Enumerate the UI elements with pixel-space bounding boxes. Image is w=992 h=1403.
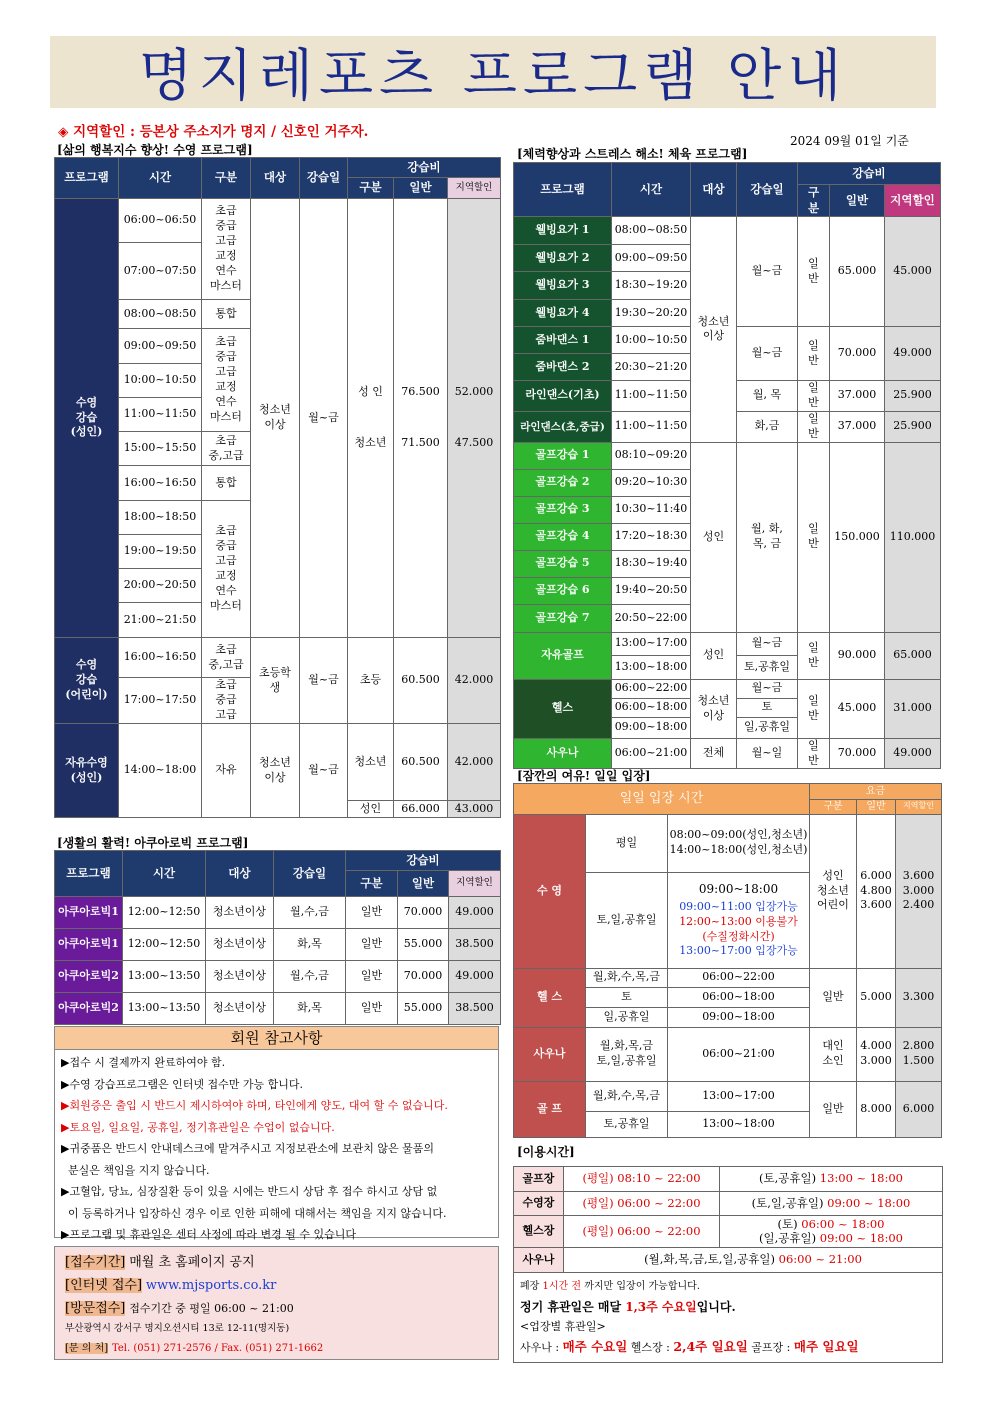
day-cell: 토 xyxy=(586,987,668,1007)
day-cell: 일,공휴일 xyxy=(586,1007,668,1027)
time-cell: 21:00~21:50 xyxy=(119,603,202,638)
facility-name: 수영장 xyxy=(514,1192,564,1216)
local-fee-cell: 49.000 xyxy=(885,738,941,769)
days-cell: 월~금 xyxy=(737,679,798,698)
local-fee-cell: 31.000 xyxy=(885,679,941,738)
time-cell: 08:00~09:00(성인,청소년) 14:00~18:00(성인,청소년) xyxy=(668,814,810,872)
program-name: 웰빙요가 1 xyxy=(514,217,612,245)
level-cell: 통합 xyxy=(202,466,251,501)
visit-info: 접수기간 중 평일 06:00 ~ 21:00 xyxy=(129,1302,294,1315)
time-cell: 06:00~21:00 xyxy=(612,738,691,769)
col-fee: 강습비 xyxy=(348,158,501,178)
program-name: 라인댄스(초,중급) xyxy=(514,411,612,442)
program-name: 골프강습 7 xyxy=(514,604,612,632)
general-fee-cell: 55.000 xyxy=(398,929,449,961)
days-cell: 월~금 xyxy=(300,724,348,818)
general-fee-cell: 150.000 xyxy=(830,442,885,632)
note-item: ▶귀중품은 반드시 안내데스크에 맡겨주시고 지정보관소에 보관치 않은 물품의 xyxy=(61,1142,434,1155)
time-cell: 16:00~16:50 xyxy=(119,466,202,501)
day-cell: 월,화,수,목,금 xyxy=(586,968,668,987)
fee-header: 요금 xyxy=(810,784,942,800)
program-name: 아쿠아로빅1 xyxy=(55,897,123,929)
days-cell: 월, 목 xyxy=(737,381,798,412)
time-cell: 19:40~20:50 xyxy=(612,577,691,604)
fee-type-cell: 일 반 xyxy=(798,381,830,412)
note-item: 분실은 책임을 지지 않습니다. xyxy=(61,1163,210,1177)
note-item: ▶프로그램 및 휴관일은 센터 사정에 따라 변경 될 수 있습니다 xyxy=(61,1228,356,1241)
program-name: 헬스 xyxy=(514,679,612,738)
daily-table xyxy=(513,783,942,1138)
col-target: 대상 xyxy=(251,158,300,199)
close-note: 폐장 1시간 전 까지만 입장이 가능합니다. xyxy=(520,1281,701,1292)
time-cell: 09:00~09:50 xyxy=(612,245,691,272)
table-row xyxy=(55,897,501,929)
fee-type-cell: 성인 청소년 어린이 xyxy=(810,814,857,968)
fee-sub-type: 구분 xyxy=(810,800,857,815)
hours-notes xyxy=(514,1273,943,1363)
general-fee-cell: 70.000 xyxy=(830,738,885,769)
level-cell: 초급 중급 고급 교정 연수 마스터 xyxy=(202,329,251,432)
col-time: 시간 xyxy=(612,163,691,217)
time-cell: 10:00~10:50 xyxy=(119,364,202,398)
fee-type-cell: 성인 xyxy=(348,801,394,818)
time-cell: 19:00~19:50 xyxy=(119,535,202,569)
table-row xyxy=(55,961,501,993)
days-cell: 월~금 xyxy=(300,638,348,724)
time-cell: 06:00~22:00 xyxy=(612,679,691,698)
time-cell: 10:00~10:50 xyxy=(612,327,691,354)
col-time: 시간 xyxy=(119,158,202,199)
target-cell: 성인 xyxy=(691,632,737,679)
target-cell: 청소년이상 xyxy=(206,929,274,961)
level-cell: 초급 중,고급 xyxy=(202,638,251,678)
program-name: 웰빙요가 2 xyxy=(514,245,612,272)
days-cell: 토,공휴일 xyxy=(737,655,798,679)
fee-type-cell: 일반 xyxy=(346,929,398,961)
daily-header: 일일 입장 시간 xyxy=(514,784,810,815)
fee-type-cell: 일반 xyxy=(346,961,398,993)
fee-type-cell: 일반 xyxy=(810,968,857,1027)
days-cell: 토 xyxy=(737,698,798,717)
col-fee-type: 구분 xyxy=(348,178,394,199)
fee-type-cell: 일 반 xyxy=(798,217,830,327)
time-cell: 13:00~18:00 xyxy=(668,1111,810,1137)
general-fee-cell: 60.500 xyxy=(394,638,448,724)
note-item: 이 등록하거나 입장하신 경우 이로 인한 피해에 대해서는 책임을 지지 않습니다. xyxy=(61,1206,447,1220)
time-cell: 14:00~18:00 xyxy=(119,724,202,818)
program-name: 웰빙요가 3 xyxy=(514,272,612,300)
note-item: ▶수영 강습프로그램은 인터넷 접수만 가능 합니다. xyxy=(61,1077,303,1091)
time-cell: 11:00~11:50 xyxy=(119,398,202,432)
days-cell: 월~금 xyxy=(737,217,798,327)
col-time: 시간 xyxy=(123,851,206,897)
level-cell: 자유 xyxy=(202,724,251,818)
note-item: ▶접수 시 결제까지 완료하여야 함. xyxy=(61,1056,226,1069)
fee-type-cell: 대인 소인 xyxy=(810,1027,857,1081)
facility-name: 골프장 xyxy=(514,1167,564,1192)
col-fee: 강습비 xyxy=(346,851,501,871)
days-cell: 화,목 xyxy=(274,993,346,1025)
time-cell: 12:00~12:50 xyxy=(123,929,206,961)
table-row xyxy=(55,929,501,961)
program-name: 골프강습 5 xyxy=(514,550,612,577)
fee-type-cell: 일 반 xyxy=(798,632,830,679)
general-fee-cell: 60.500 xyxy=(394,724,448,801)
level-cell: 초급 중급 고급 교정 연수 마스터 xyxy=(202,199,251,300)
notes-title: 회원 참고사항 xyxy=(55,1027,498,1050)
time-cell: 13:00~17:00 xyxy=(612,632,691,655)
time-cell: 20:00~20:50 xyxy=(119,569,202,603)
days-cell: 월~금 xyxy=(737,632,798,655)
time-cell: 10:30~11:40 xyxy=(612,496,691,523)
local-fee-cell: 49.000 xyxy=(885,327,941,381)
local-fee-cell: 52.000 47.500 xyxy=(448,199,501,638)
sauna-hours: (월,화,목,금,토,일,공휴일) 06:00 ~ 21:00 xyxy=(564,1248,943,1273)
col-local: 지역할인 xyxy=(448,178,501,199)
program-name: 골프강습 6 xyxy=(514,577,612,604)
local-fee-cell: 65.000 xyxy=(885,632,941,679)
local-fee-cell: 3.300 xyxy=(896,968,942,1027)
fee-type-cell: 일 반 xyxy=(798,679,830,738)
col-days: 강습일 xyxy=(737,163,798,217)
weekend-hours: (토) 06:00 ~ 18:00 (일,공휴일) 09:00 ~ 18:00 xyxy=(720,1216,943,1248)
local-fee-cell: 45.000 xyxy=(885,217,941,327)
adult-swim-name: 수영 강습 (성인) xyxy=(55,199,119,638)
reg-period-label: [접수기간] xyxy=(65,1255,126,1270)
general-fee-cell: 4.000 3.000 xyxy=(857,1027,896,1081)
program-name: 아쿠아로빅2 xyxy=(55,993,123,1025)
facility-name: 사우나 xyxy=(514,1248,564,1273)
general-fee-cell: 8.000 xyxy=(857,1081,896,1137)
general-fee-cell: 70.000 xyxy=(398,961,449,993)
time-cell: 18:30~19:20 xyxy=(612,272,691,300)
col-general: 일반 xyxy=(398,871,449,897)
fee-type-cell: 일반 xyxy=(810,1081,857,1137)
fee-type-cell: 일 반 xyxy=(798,411,830,442)
program-name: 골프강습 1 xyxy=(514,442,612,469)
local-fee-cell: 38.500 xyxy=(449,929,501,961)
level-cell: 통합 xyxy=(202,300,251,329)
col-days: 강습일 xyxy=(274,851,346,897)
col-program: 프로그램 xyxy=(55,851,123,897)
time-cell: 06:00~18:00 xyxy=(612,698,691,717)
day-cell: 월,화,목,금 토,일,공휴일 xyxy=(586,1027,668,1081)
day-cell: 토,공휴일 xyxy=(586,1111,668,1137)
general-fee-cell: 90.000 xyxy=(830,632,885,679)
days-cell: 화,목 xyxy=(274,929,346,961)
target-cell: 성인 xyxy=(691,442,737,632)
fee-type-cell: 일 반 xyxy=(798,442,830,632)
free-swim-name: 자유수영 (성인) xyxy=(55,724,119,818)
days-cell: 일,공휴일 xyxy=(737,717,798,738)
local-fee-cell: 6.000 xyxy=(896,1081,942,1137)
fitness-caption: [체력향상과 스트레스 해소! 체육 프로그램] xyxy=(517,147,748,161)
target-cell: 청소년 이상 xyxy=(251,724,300,818)
time-cell: 06:00~21:00 xyxy=(668,1027,810,1081)
time-cell: 06:00~18:00 xyxy=(668,987,810,1007)
col-target: 대상 xyxy=(691,163,737,217)
fee-type-cell: 청소년 xyxy=(348,724,394,801)
per-facility-label: <업장별 휴관일> xyxy=(520,1320,606,1333)
time-cell: 17:20~18:30 xyxy=(612,523,691,550)
col-fee-type: 구분 xyxy=(346,871,398,897)
weekday-hours: (평일) 06:00 ~ 22:00 xyxy=(564,1192,720,1216)
note-item: ▶토요일, 일요일, 공휴일, 정기휴관일은 수업이 없습니다. xyxy=(61,1120,335,1134)
contact-box xyxy=(54,1246,499,1360)
table-row xyxy=(55,993,501,1025)
child-swim-name: 수영 강습 (어린이) xyxy=(55,638,119,724)
fee-sub-local: 지역할인 xyxy=(896,800,942,815)
target-cell: 전체 xyxy=(691,738,737,769)
address: 부산광역시 강서구 명지오션시티 13로 12-11(명지동) xyxy=(65,1323,290,1334)
weekend-hours: (토,공휴일) 13:00 ~ 18:00 xyxy=(720,1167,943,1192)
fee-type-cell: 일 반 xyxy=(798,738,830,769)
fee-type-cell: 일 반 xyxy=(798,327,830,381)
time-cell: 06:00~06:50 xyxy=(119,199,202,243)
local-fee-cell: 3.600 3.000 2.400 xyxy=(896,814,942,968)
time-cell: 13:00~18:00 xyxy=(612,655,691,679)
level-cell: 초급 중급 고급 교정 연수 마스터 xyxy=(202,501,251,638)
visit-label: [방문접수] xyxy=(65,1301,126,1316)
time-cell: 13:00~13:50 xyxy=(123,961,206,993)
fee-sub-general: 일반 xyxy=(857,800,896,815)
col-general: 일반 xyxy=(830,185,885,217)
program-name: 골프강습 3 xyxy=(514,496,612,523)
time-cell: 07:00~07:50 xyxy=(119,243,202,300)
general-fee-cell: 55.000 xyxy=(398,993,449,1025)
program-name: 사우나 xyxy=(514,738,612,769)
weekday-hours: (평일) 08:10 ~ 22:00 xyxy=(564,1167,720,1192)
time-cell: 08:10~09:20 xyxy=(612,442,691,469)
time-cell: 08:00~08:50 xyxy=(612,217,691,245)
time-cell: 12:00~12:50 xyxy=(123,897,206,929)
program-name: 웰빙요가 4 xyxy=(514,300,612,327)
phone-label: [문 의 처] xyxy=(65,1343,109,1354)
time-cell: 15:00~15:50 xyxy=(119,432,202,466)
daily-golf-name: 골 프 xyxy=(514,1081,586,1137)
days-cell: 월,수,금 xyxy=(274,961,346,993)
daily-sauna-name: 사우나 xyxy=(514,1027,586,1081)
closed-days-note: 정기 휴관일은 매달 1,3주 수요일입니다. xyxy=(520,1300,736,1314)
local-fee-cell: 110.000 xyxy=(885,442,941,632)
target-cell: 청소년이상 xyxy=(206,961,274,993)
swim-caption: [삶의 행복지수 향상! 수영 프로그램] xyxy=(57,143,253,157)
col-program: 프로그램 xyxy=(514,163,612,217)
general-fee-cell: 6.000 4.800 3.600 xyxy=(857,814,896,968)
fee-type-cell: 일반 xyxy=(346,993,398,1025)
time-cell: 06:00~22:00 xyxy=(668,968,810,987)
time-cell: 09:00~09:50 xyxy=(119,329,202,364)
general-fee-cell: 76.500 71.500 xyxy=(394,199,448,638)
time-cell: 18:00~18:50 xyxy=(119,501,202,535)
target-cell: 청소년 이상 xyxy=(691,679,737,738)
program-name: 골프강습 2 xyxy=(514,469,612,496)
time-cell: 08:00~08:50 xyxy=(119,300,202,329)
target-cell: 청소년 이상 xyxy=(251,199,300,638)
col-days: 강습일 xyxy=(300,158,348,199)
swim-table xyxy=(54,157,501,818)
program-name: 자유골프 xyxy=(514,632,612,679)
hours-caption: [이용시간] xyxy=(517,1145,575,1159)
program-name: 아쿠아로빅1 xyxy=(55,929,123,961)
time-cell: 13:00~17:00 xyxy=(668,1081,810,1111)
col-fee-type: 구 분 xyxy=(798,185,830,217)
reg-period: 매월 초 홈페이지 공지 xyxy=(129,1255,255,1270)
time-cell: 13:00~13:50 xyxy=(123,993,206,1025)
local-fee-cell: 25.900 xyxy=(885,381,941,412)
local-fee-cell: 25.900 xyxy=(885,411,941,442)
col-level: 구분 xyxy=(202,158,251,199)
daily-gym-name: 헬 스 xyxy=(514,968,586,1027)
local-fee-cell: 49.000 xyxy=(449,897,501,929)
day-cell: 토,일,공휴일 xyxy=(586,872,668,968)
date-basis: 2024 09월 01일 기준 xyxy=(790,134,909,148)
time-cell: 19:30~20:20 xyxy=(612,300,691,327)
note-item: ▶고혈압, 당뇨, 심장질환 등이 있을 시에는 반드시 상담 후 접수 하시고 상담 없 xyxy=(61,1185,438,1198)
time-cell: 18:30~19:40 xyxy=(612,550,691,577)
phone: Tel. (051) 271-2576 / Fax. (051) 271-1662 xyxy=(111,1343,324,1354)
general-fee-cell: 37.000 xyxy=(830,381,885,412)
program-name: 줌바댄스 2 xyxy=(514,354,612,381)
local-fee-cell: 42.000 xyxy=(448,724,501,801)
time-cell: 09:00~18:00 xyxy=(668,1007,810,1027)
time-cell: 20:50~22:00 xyxy=(612,604,691,632)
note-item: ▶회원증은 출입 시 반드시 제시하여야 하며, 타인에게 양도, 대여 할 수 없습니다. xyxy=(61,1099,448,1112)
level-cell: 초급 중,고급 xyxy=(202,432,251,466)
local-fee-cell: 43.000 xyxy=(448,801,501,818)
daily-caption: [잠깐의 여유! 일일 입장] xyxy=(517,769,651,783)
program-name: 아쿠아로빅2 xyxy=(55,961,123,993)
time-cell: 17:00~17:50 xyxy=(119,678,202,724)
general-fee-cell: 70.000 xyxy=(830,327,885,381)
local-fee-cell: 2.800 1.500 xyxy=(896,1027,942,1081)
general-fee-cell: 65.000 xyxy=(830,217,885,327)
target-cell: 청소년이상 xyxy=(206,993,274,1025)
time-cell: 09:00~18:00 09:00~11:00 입장가능 12:00~13:00 이용불가 (수질정화시간) 13:00~17:00 입장가능 xyxy=(668,872,810,968)
days-cell: 월,수,금 xyxy=(274,897,346,929)
time-cell: 20:30~21:20 xyxy=(612,354,691,381)
program-name: 줌바댄스 1 xyxy=(514,327,612,354)
time-cell: 09:00~18:00 xyxy=(612,717,691,738)
general-fee-cell: 66.000 xyxy=(394,801,448,818)
hours-table xyxy=(513,1166,943,1363)
local-fee-cell: 49.000 xyxy=(449,961,501,993)
weekend-hours: (토,일,공휴일) 09:00 ~ 18:00 xyxy=(720,1192,943,1216)
days-cell: 월~금 xyxy=(737,327,798,381)
local-fee-cell: 42.000 xyxy=(448,638,501,724)
general-fee-cell: 5.000 xyxy=(857,968,896,1027)
days-cell: 월~일 xyxy=(737,738,798,769)
days-cell: 화,금 xyxy=(737,411,798,442)
daily-swim-name: 수 영 xyxy=(514,814,586,968)
col-local: 지역할인 xyxy=(885,185,941,217)
time-cell: 09:20~10:30 xyxy=(612,469,691,496)
target-cell: 청소년 이상 xyxy=(691,217,737,443)
program-name: 라인댄스(기초) xyxy=(514,381,612,412)
day-cell: 월,화,수,목,금 xyxy=(586,1081,668,1111)
general-fee-cell: 70.000 xyxy=(398,897,449,929)
notes-box xyxy=(54,1026,499,1241)
days-cell: 월~금 xyxy=(300,199,348,638)
target-cell: 청소년이상 xyxy=(206,897,274,929)
internet-label: [인터넷 접수] xyxy=(65,1278,143,1293)
general-fee-cell: 45.000 xyxy=(830,679,885,738)
fee-type-cell: 일반 xyxy=(346,897,398,929)
time-cell: 16:00~16:50 xyxy=(119,638,202,678)
time-cell: 11:00~11:50 xyxy=(612,411,691,442)
fitness-table xyxy=(513,162,941,769)
general-fee-cell: 37.000 xyxy=(830,411,885,442)
days-cell: 월, 화, 목, 금 xyxy=(737,442,798,632)
fee-type-cell: 성 인 청소년 xyxy=(348,199,394,638)
col-fee: 강습비 xyxy=(798,163,941,185)
col-general: 일반 xyxy=(394,178,448,199)
per-facility-closed: 사우나 : 매주 수요일 헬스장 : 2,4주 일요일 골프장 : 매주 일요일 xyxy=(520,1339,859,1354)
col-target: 대상 xyxy=(206,851,274,897)
page-title: 명지레포츠 프로그램 안내 xyxy=(138,44,848,109)
aerobic-caption: [생활의 활력! 아쿠아로빅 프로그램] xyxy=(57,836,249,850)
facility-name: 헬스장 xyxy=(514,1216,564,1248)
target-cell: 초등학 생 xyxy=(251,638,300,724)
notes-list xyxy=(55,1050,498,1248)
col-local: 지역할인 xyxy=(449,871,501,897)
level-cell: 초급 중급 고급 xyxy=(202,678,251,724)
fee-type-cell: 초등 xyxy=(348,638,394,724)
weekday-hours: (평일) 06:00 ~ 22:00 xyxy=(564,1216,720,1248)
time-cell: 11:00~11:50 xyxy=(612,381,691,412)
title-banner xyxy=(50,36,936,108)
local-fee-cell: 38.500 xyxy=(449,993,501,1025)
aerobic-table xyxy=(54,850,501,1025)
day-cell: 평일 xyxy=(586,814,668,872)
program-name: 골프강습 4 xyxy=(514,523,612,550)
internet-link[interactable]: www.mjsports.co.kr xyxy=(145,1278,277,1293)
discount-note: ◈ 지역할인 : 등본상 주소지가 명지 / 신호인 거주자. xyxy=(58,124,369,140)
col-program: 프로그램 xyxy=(55,158,119,199)
